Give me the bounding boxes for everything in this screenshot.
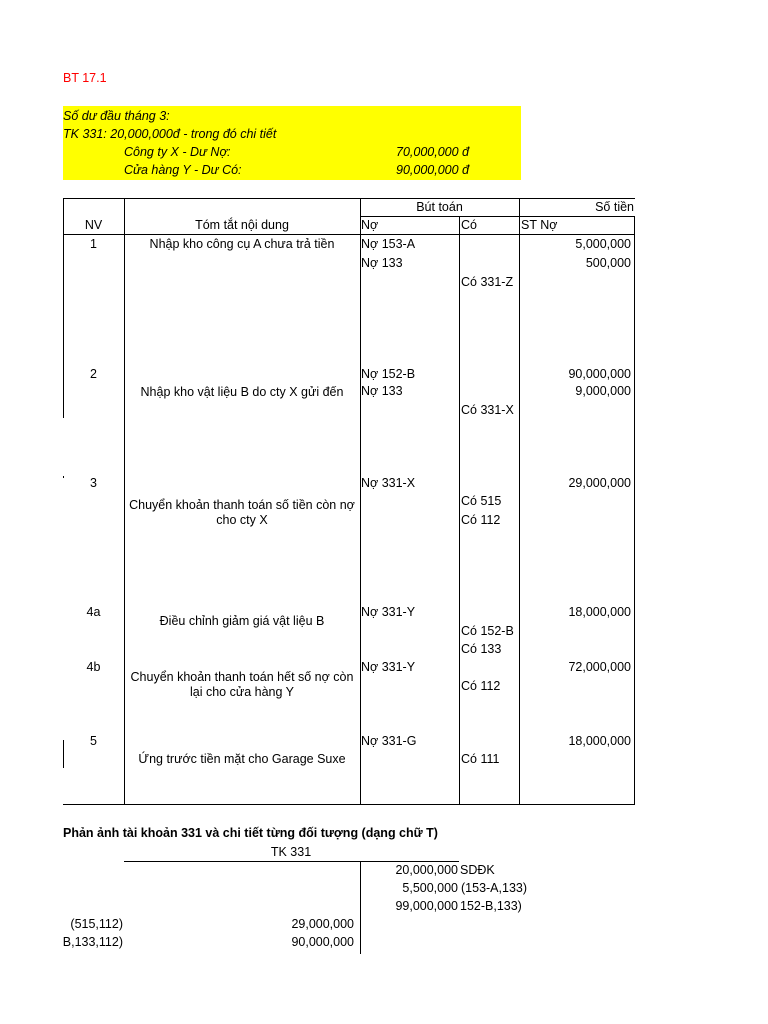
nv-cell: 4a (86, 605, 101, 619)
credit-amount: 99,000,000 (395, 899, 458, 913)
co-cell: Có 112 (461, 679, 501, 693)
nv-cell: 3 (90, 476, 97, 490)
no-cell: Nợ 153-A (361, 237, 416, 251)
opening-tk-line: TK 331: 20,000,000đ - trong đó chi tiết (63, 127, 277, 141)
debit-amount: 29,000,000 (291, 917, 354, 931)
opening-row-label: Công ty X - Dư Nợ: (124, 145, 231, 159)
no-cell: Nợ 331-X (361, 476, 416, 490)
co-cell: Có 331-X (461, 403, 514, 417)
credit-note: 152-B,133) (460, 899, 522, 913)
nv-cell: 5 (90, 734, 97, 748)
co-cell: Có 111 (461, 752, 500, 766)
t-account-name: TK 331 (270, 845, 312, 859)
exercise-title: BT 17.1 (63, 71, 107, 85)
no-cell: Nợ 331-Y (361, 660, 416, 674)
co-cell: Có 112 (461, 513, 501, 527)
co-cell: Có 331-Z (461, 275, 514, 289)
t-account-section-title: Phản ảnh tài khoản 331 và chi tiết từng đối tượng (dạng chữ T) (63, 826, 438, 840)
header-but-toan: Bút toán (416, 200, 463, 214)
debit-amount: 90,000,000 (291, 935, 354, 949)
debit-ref: (515,112) (70, 917, 123, 931)
credit-amount: 20,000,000 (395, 863, 458, 877)
opening-row-amount: 90,000,000 đ (396, 163, 469, 177)
header-desc: Tóm tắt nội dung (195, 218, 289, 232)
co-cell: Có 133 (461, 642, 502, 656)
desc-cell: Điều chỉnh giảm giá vật liệu B (159, 614, 325, 628)
amount-cell: 72,000,000 (568, 660, 631, 674)
no-cell: Nợ 331-Y (361, 605, 416, 619)
amount-cell: 18,000,000 (568, 734, 631, 748)
no-cell: Nợ 331-G (361, 734, 417, 748)
desc-cell: Ứng trước tiền mặt cho Garage Suxe (138, 752, 346, 766)
amount-cell: 500,000 (585, 256, 631, 270)
amount-cell: 18,000,000 (568, 605, 631, 619)
header-so-tien: Số tiền (595, 200, 634, 214)
nv-cell: 4b (86, 660, 101, 674)
opening-row-amount: 70,000,000 đ (396, 145, 469, 159)
nv-cell: 2 (90, 367, 97, 381)
opening-row-label: Cửa hàng Y - Dư Có: (124, 163, 242, 177)
amount-cell: 29,000,000 (568, 476, 631, 490)
no-cell: Nợ 152-B (361, 367, 416, 381)
credit-note: SDĐK (460, 863, 495, 877)
nv-cell: 1 (90, 237, 97, 251)
credit-amount: 5,500,000 (402, 881, 458, 895)
desc-cell: Chuyển khoản thanh toán hết số nợ còn lại cho cửa hàng Y (130, 670, 354, 699)
amount-cell: 90,000,000 (568, 367, 631, 381)
co-cell: Có 515 (461, 494, 502, 508)
co-cell: Có 152-B (461, 624, 514, 638)
header-co: Có (461, 218, 477, 232)
desc-cell: Nhập kho công cụ A chưa trả tiền (149, 237, 335, 251)
opening-heading: Số dư đầu tháng 3: (63, 109, 170, 123)
header-no: Nợ (361, 218, 379, 232)
debit-ref: B,133,112) (62, 935, 123, 949)
desc-cell: Chuyển khoản thanh toán số tiền còn nợ cho cty X (129, 498, 355, 527)
credit-note: (153-A,133) (461, 881, 528, 895)
no-cell: Nợ 133 (361, 256, 403, 270)
amount-cell: 5,000,000 (575, 237, 631, 251)
amount-cell: 9,000,000 (575, 384, 631, 398)
header-nv: NV (84, 218, 103, 232)
desc-cell: Nhập kho vật liệu B do cty X gửi đến (140, 385, 344, 399)
no-cell: Nợ 133 (361, 384, 403, 398)
header-st-no: ST Nợ (521, 218, 558, 232)
